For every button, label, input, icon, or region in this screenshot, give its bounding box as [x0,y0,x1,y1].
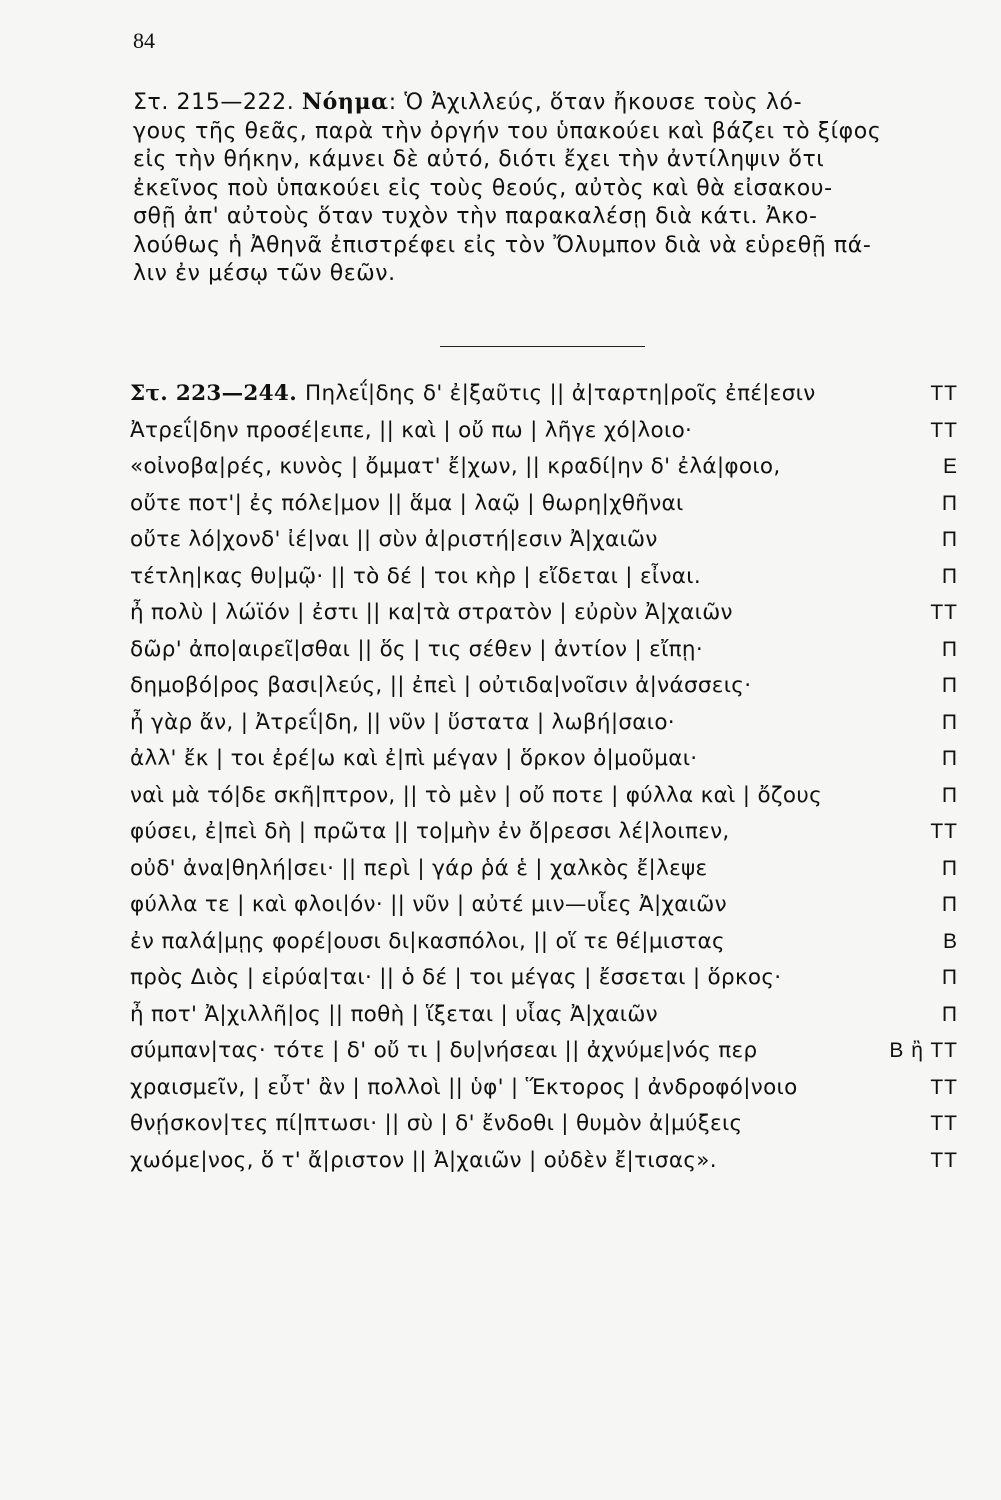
verse-line [130,378,970,415]
note-line [133,88,963,118]
meter-marker: Π [941,710,958,734]
meter-marker: ΤΤ [930,1112,958,1135]
verse-line [130,1072,970,1109]
verse-line [130,524,970,561]
verse-line [130,707,970,744]
verse-line [130,1145,970,1182]
verse-text: πρὸς Διὸς | εἰρύα|ται· || ὁ δέ | τοι μέγας | ἔσσεται | ὅρκος· [130,965,782,990]
meter-marker: ΤΤ [930,1148,958,1172]
note-line: γους τῆς θεᾶς, παρὰ τὴν ὀργήν του ὑπακούει καὶ βάζει τὸ ξίφος [133,118,882,144]
meter-marker: Π [941,674,958,697]
verses-label: Στ. 223—244. [130,381,297,406]
verse-text: οὔτε ποτ'| ἐς πόλε|μον || ἅμα | λαῷ | θωρη|χθῆναι [130,490,684,516]
note-line: ἐκεῖνος ποὺ ὑπακούει εἰς τοὺς θεούς, αὐτὸς καὶ θὰ εἰσακου- [133,175,833,201]
verse-text: φύσει, ἐ|πεὶ δὴ | πρῶτα || το|μὴν ἐν ὄ|ρεσσι λέ|λοιπεν, [130,819,730,844]
verse-line [130,962,970,999]
meter-marker: Β ἢ ΤΤ [889,1039,958,1062]
verse-text: τέτλη|κας θυ|μῷ· || τὸ δέ | τοι κὴρ | εἴδεται | εἶναι. [130,563,701,589]
verse-text: χωόμε|νος, ὅ τ' ἄ|ριστον || Ἀ|χαιῶν | οὐδὲν ἔ|τισας». [130,1147,717,1173]
verse-text: «οἰνοβα|ρές, κυνὸς | ὄμματ' ἔ|χων, || κραδί|ην δ' ἐλά|φοιο, [130,454,781,479]
note-line: λιν ἐν μέσῳ τῶν θεῶν. [133,261,396,286]
note-line: εἰς τὴν θήκην, κάμνει δὲ αὐτό, διότι ἔχει τὴν ἀντίληψιν ὅτι [133,147,825,172]
verse-line [130,634,970,671]
verse-line [130,1108,970,1145]
verse-text: ἦ γὰρ ἄν, | Ἀτρεΐ|δη, || νῦν | ὕστατα | λωβή|σαιο· [130,709,675,735]
meter-marker: Π [941,1002,958,1026]
meter-marker: Π [941,856,958,880]
verse-line [130,926,970,963]
verse-line [130,1035,970,1072]
meter-marker: Π [941,564,958,588]
verse-text: σύμπαν|τας· τότε | δ' οὔ τι | δυ|νήσεαι || ἀχνύμε|νός περ [130,1038,758,1063]
verse-text: ἐν παλά|μῃς φορέ|ουσι δι|κασπόλοι, || οἵ τε θέ|μιστας [130,928,725,954]
meter-marker: Ε [942,455,958,478]
verse-line [130,816,970,853]
meter-marker: Π [941,637,958,661]
verse-line [130,597,970,634]
verse-line [130,999,970,1036]
verse-text: ἀλλ' ἔκ | τοι ἐρέ|ω καὶ ἐ|πὶ μέγαν | ὅρκον ὀ|μοῦμαι· [130,746,698,771]
verse-line [130,451,970,488]
verse-text: ἦ ποτ' Ἀ|χιλλῆ|ος || ποθὴ | ἵξεται | υἷας Ἀ|χαιῶν [130,1001,658,1027]
verse-text: δημοβό|ρος βασι|λεύς, || ἐπεὶ | οὐτιδα|νοῖσιν ἀ|νάσσεις· [130,673,752,698]
meaning-note [133,88,963,289]
verse-text: οὐδ' ἀνα|θηλή|σει· || περὶ | γάρ ῥά ἑ | χαλκὸς ἔ|λεψε [130,855,708,881]
meter-marker: Π [941,966,958,989]
note-line: λούθως ἡ Ἀθηνᾶ ἐπιστρέφει εἰς τὸν Ὄλυμπον διὰ νὰ εὑρεθῇ πά- [133,232,872,258]
verse-text: Ἀτρεΐ|δην προσέ|ειπε, || καὶ | οὔ πω | λῆγε χό|λοιο· [130,417,693,443]
verse-line [130,561,970,598]
verse-text: δῶρ' ἀπο|αιρεῖ|σθαι || ὅς | τις σέθεν | ἀντίον | εἴπῃ· [130,636,703,662]
verse-line [130,889,970,926]
meter-marker: ΤΤ [930,382,958,405]
verse-text: φύλλα τε | καὶ φλοι|όν· || νῦν | αὐτέ μιν—υἷες Ἀ|χαιῶν [130,892,727,917]
verse-line [130,780,970,817]
note-line-rest: : Ὁ Ἀχιλλεύς, ὅταν ἤκουσε τοὺς λό- [388,90,803,115]
verse-line [130,743,970,780]
verse-line [130,488,970,525]
meter-marker: Π [941,893,958,916]
meter-marker: Β [942,929,958,953]
meter-marker: ΤΤ [930,1075,958,1099]
note-line: σθῇ ἀπ' αὐτοὺς ὅταν τυχὸν τὴν παρακαλέσῃ διὰ κάτι. Ἀκο- [133,204,818,229]
verse-text: ναὶ μὰ τό|δε σκῆ|πτρον, || τὸ μὲν | οὔ ποτε | φύλλα καὶ | ὄζους [130,782,823,808]
verse-text: ἦ πολὺ | λώϊόν | ἐστι || κα|τὰ στρατὸν | εὐρὺν Ἀ|χαιῶν [130,600,733,625]
meter-marker: ΤΤ [930,418,958,442]
verse-text: χραισμεῖν, | εὖτ' ἂν | πολλοὶ || ὑφ' | Ἕκτορος | ἀνδροφό|νοιο [130,1074,798,1100]
page-number: 84 [133,28,155,53]
meter-marker: ΤΤ [930,820,958,843]
verse-line [130,670,970,707]
meter-marker: Π [941,783,958,807]
note-label: Νόημα [301,89,389,115]
meter-marker: Π [941,491,958,515]
meter-marker: Π [941,747,958,770]
verse-block [130,378,970,1181]
meter-marker: ΤΤ [930,601,958,624]
section-divider [440,346,645,347]
note-line-prefix: Στ. 215—222. [133,90,302,115]
verse-text: θνῄσκον|τες πί|πτωσι· || σὺ | δ' ἔνδοθι | θυμὸν ἀ|μύξεις [130,1111,743,1136]
verse-line [130,415,970,452]
verse-text: Στ. 223—244. Πηλεΐ|δης δ' ἐ|ξαῦτις || ἀ|ταρτη|ροῖς ἐπέ|εσιν [130,381,816,406]
meter-marker: Π [941,528,958,551]
verse-line [130,853,970,890]
verse-text: οὔτε λό|χονδ' ἰέ|ναι || σὺν ἀ|ριστή|εσιν Ἀ|χαιῶν [130,527,658,552]
